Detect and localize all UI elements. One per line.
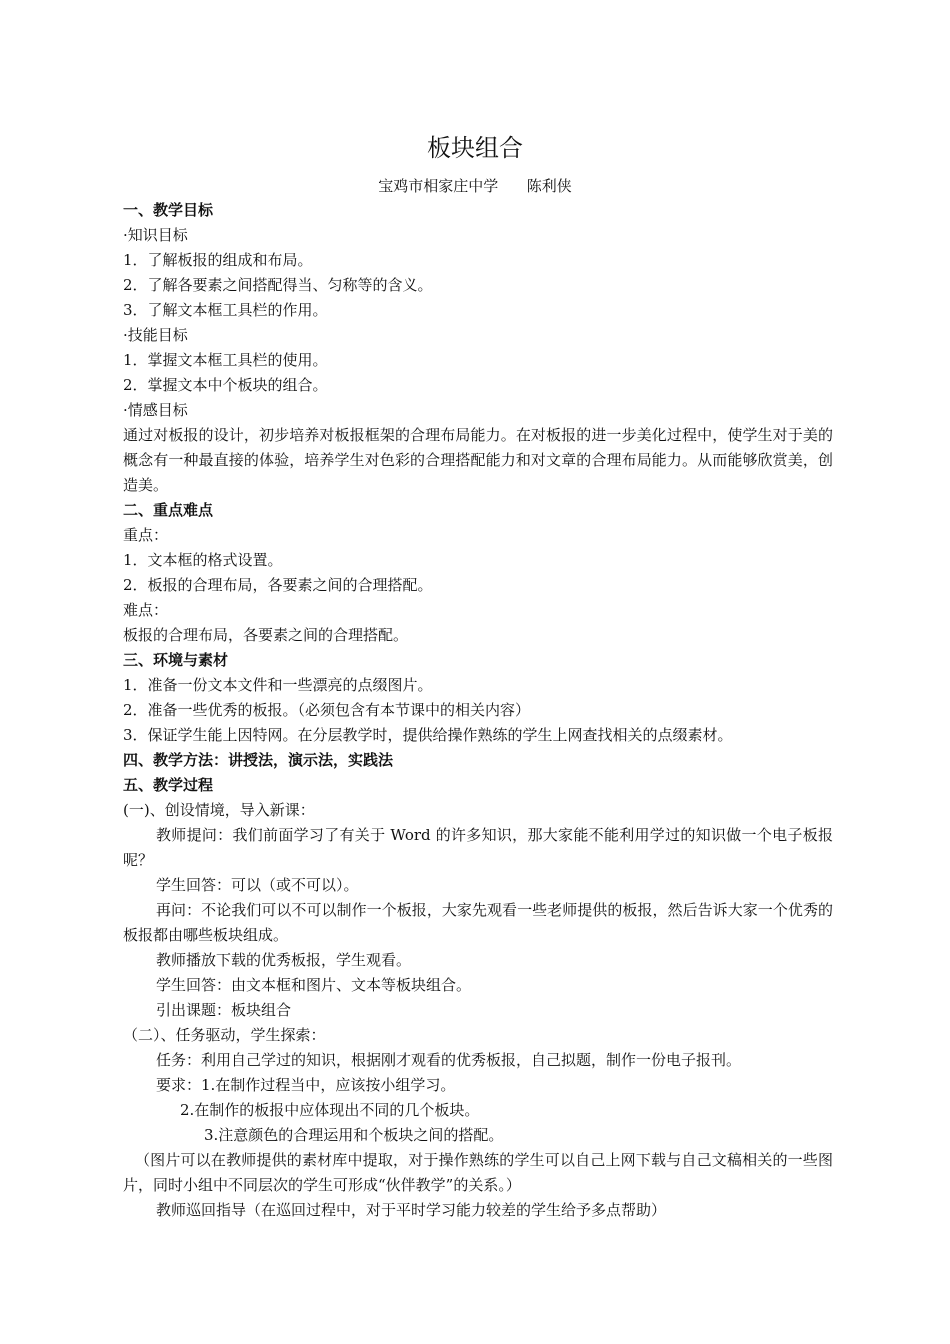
skill-item: 2．掌握文本中个板块的组合。 <box>123 376 328 394</box>
process-paragraph: 再问：不论我们可以不可以制作一个板报，大家先观看一些老师提供的板报，然后告诉大家一个优秀的板报都由哪些板块组成。 <box>123 901 833 944</box>
part2-title: （二）、任务驱动，学生探索： <box>123 1026 326 1044</box>
skill-item: 1．掌握文本框工具栏的使用。 <box>123 351 328 369</box>
document-author: 宝鸡市相家庄中学 陈利侠 <box>378 177 572 195</box>
knowledge-item: 3．了解文本框工具栏的作用。 <box>123 301 328 319</box>
process-paragraph: 学生回答：由文本框和图片、文本等板块组合。 <box>156 976 472 994</box>
difficult-text: 板报的合理布局，各要素之间的合理搭配。 <box>123 626 409 644</box>
key-item: 2．板报的合理布局，各要素之间的合理搭配。 <box>123 576 433 594</box>
emotion-paragraph: 通过对板报的设计，初步培养对板报框架的合理布局能力。在对板报的进一步美化过程中，使学生对于美的概念有一种最直接的体验，培养学生对色彩的合理搭配能力和对文章的合理布局能力。从而能够欣赏美，创造美。 <box>123 426 833 494</box>
requirement-1: 要求：1.在制作过程当中，应该按小组学习。 <box>156 1076 456 1094</box>
task-text: 任务：利用自己学过的知识，根据刚才观看的优秀板报，自己拟题，制作一份电子报刊。 <box>156 1051 742 1069</box>
patrol-text: 教师巡回指导（在巡回过程中，对于平时学习能力较差的学生给予多点帮助） <box>156 1201 667 1219</box>
section-heading-objectives: 一、教学目标 <box>123 201 214 219</box>
note-paragraph: （图片可以在教师提供的素材库中提取，对于操作熟练的学生可以自己上网下载与自己文稿相关的一些图片，同时小组中不同层次的学生可形成“伙伴教学”的关系。） <box>123 1151 833 1194</box>
knowledge-item: 2．了解各要素之间搭配得当、匀称等的含义。 <box>123 276 433 294</box>
difficult-label: 难点： <box>123 601 169 619</box>
section-heading-process: 五、教学过程 <box>123 776 214 794</box>
section-heading-materials: 三、环境与素材 <box>123 651 229 669</box>
key-label: 重点： <box>123 526 169 544</box>
key-item: 1．文本框的格式设置。 <box>123 551 283 569</box>
emotion-label: ·情感目标 <box>123 401 188 419</box>
section-heading-methods: 四、教学方法：讲授法，演示法，实践法 <box>123 751 394 769</box>
skill-label: ·技能目标 <box>123 326 188 344</box>
part1-title: (一)、创设情境，导入新课： <box>123 801 315 819</box>
section-heading-key-points: 二、重点难点 <box>123 501 214 519</box>
process-paragraph: 教师播放下载的优秀板报，学生观看。 <box>156 951 412 969</box>
requirement-2: 2.在制作的板报中应体现出不同的几个板块。 <box>180 1101 480 1119</box>
material-item: 2．准备一些优秀的板报。（必须包含有本节课中的相关内容） <box>123 701 531 719</box>
process-paragraph: 学生回答：可以（或不可以）。 <box>156 876 359 894</box>
process-paragraph: 教师提问：我们前面学习了有关于 Word 的许多知识，那大家能不能利用学过的知识做一个电子板报呢？ <box>123 826 833 869</box>
material-item: 1．准备一份文本文件和一些漂亮的点缀图片。 <box>123 676 433 694</box>
material-item: 3．保证学生能上因特网。在分层教学时，提供给操作熟练的学生上网查找相关的点缀素材。 <box>123 726 733 744</box>
knowledge-item: 1．了解板报的组成和布局。 <box>123 251 313 269</box>
document-body <box>123 198 833 1223</box>
process-paragraph: 引出课题：板块组合 <box>156 1001 292 1019</box>
knowledge-label: ·知识目标 <box>123 226 188 244</box>
document-title: 板块组合 <box>427 134 523 162</box>
requirement-3: 3.注意颜色的合理运用和个板块之间的搭配。 <box>204 1126 504 1144</box>
